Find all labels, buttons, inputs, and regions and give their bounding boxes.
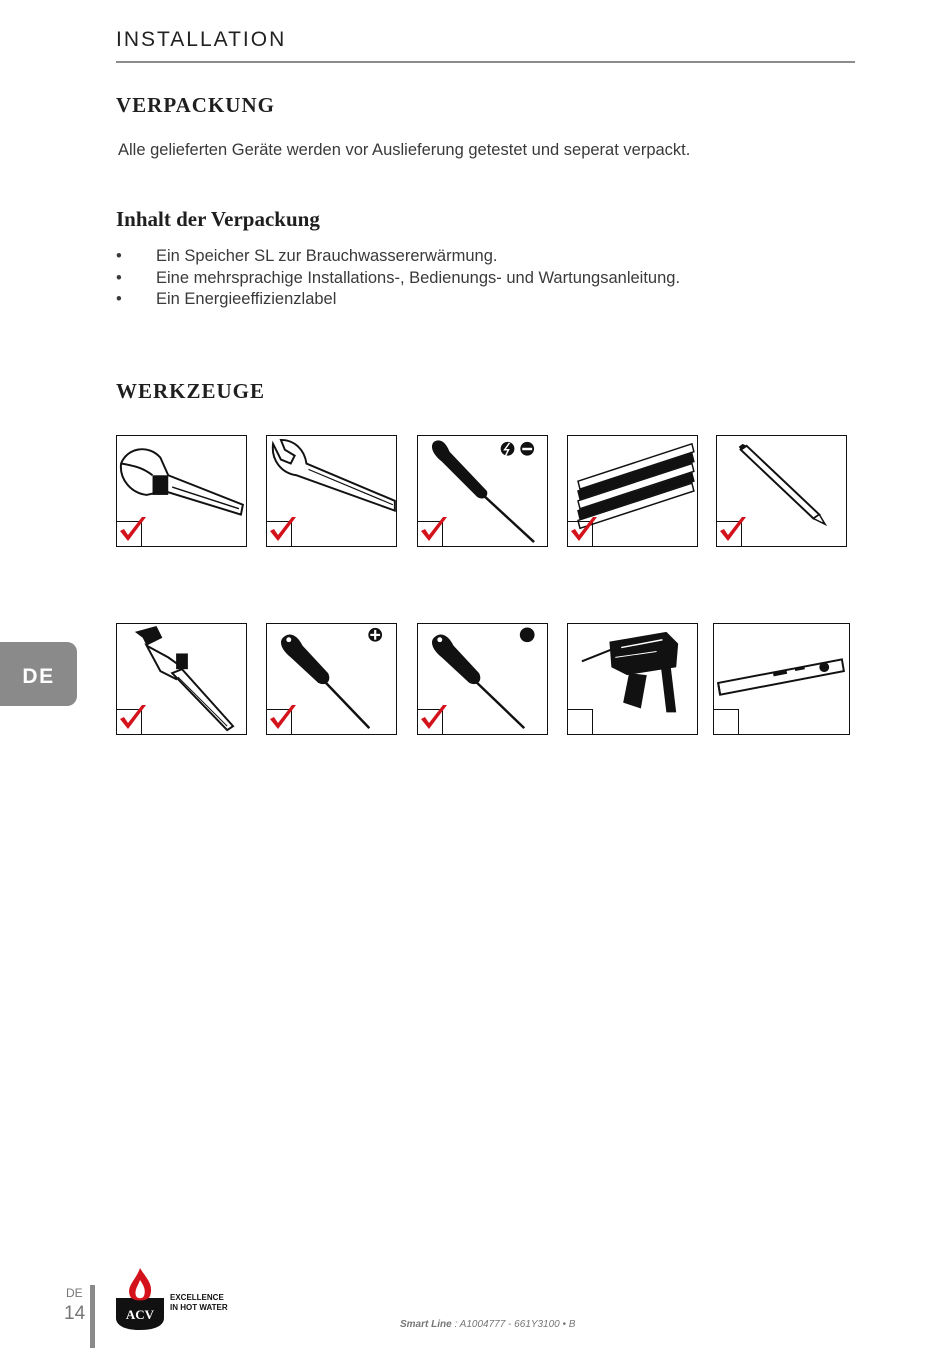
header-rule <box>116 61 855 63</box>
tool-card-spirit-level <box>713 623 850 735</box>
tool-checkbox <box>714 709 739 734</box>
checkmark-icon <box>419 703 449 733</box>
logo-tagline <box>170 1293 228 1313</box>
list-item-text: Ein Energieeffizienzlabel <box>156 290 337 308</box>
footer-language: DE <box>66 1286 83 1300</box>
tool-card-flat-screwdriver <box>417 623 548 735</box>
header-title: INSTALLATION <box>116 28 287 51</box>
checkmark-icon <box>118 515 148 545</box>
document-reference <box>400 1319 575 1330</box>
acv-logo-icon <box>116 1268 164 1330</box>
tool-card-phillips-screwdriver <box>266 623 397 735</box>
checkmark-icon <box>268 515 298 545</box>
list-item <box>116 289 680 311</box>
tool-card-adjustable-wrench <box>116 435 247 547</box>
list-item-text: Ein Speicher SL zur Brauchwassererwärmung. <box>156 247 498 265</box>
list-item <box>116 268 680 290</box>
checkmark-icon <box>718 515 748 545</box>
tagline-line-2: IN HOT WATER <box>170 1303 228 1312</box>
section-heading-werkzeuge: WERKZEUGE <box>116 379 266 403</box>
section-heading-verpackung: VERPACKUNG <box>116 93 275 117</box>
tool-card-pipe-wrench <box>116 623 247 735</box>
tool-card-electrician-flat-screwdriver <box>417 435 548 547</box>
package-contents-list <box>116 246 680 311</box>
list-item <box>116 246 680 268</box>
checkmark-icon <box>268 703 298 733</box>
bullet-icon: • <box>116 268 122 287</box>
page-number: 14 <box>64 1303 86 1324</box>
list-item-text: Eine mehrsprachige Installations-, Bedienungs- und Wartungsanleitung. <box>156 268 681 287</box>
logo-text: ACV <box>125 1307 155 1322</box>
reference-code: : A1004777 - 661Y3100 • B <box>451 1319 576 1330</box>
checkmark-icon <box>569 515 599 545</box>
subheading-inhalt: Inhalt der Verpackung <box>116 207 320 231</box>
bullet-icon: • <box>116 290 122 308</box>
language-tab[interactable]: DE <box>0 642 77 706</box>
footer-divider <box>90 1285 95 1348</box>
checkmark-icon <box>118 703 148 733</box>
tagline-line-1: EXCELLENCE <box>170 1293 224 1302</box>
checkmark-icon <box>419 515 449 545</box>
tool-card-pencil <box>716 435 847 547</box>
verpackung-text: Alle gelieferten Geräte werden vor Auslieferung getestet und seperat verpackt. <box>118 141 691 159</box>
product-name: Smart Line <box>400 1319 452 1330</box>
tool-card-power-drill <box>567 623 698 735</box>
bullet-icon: • <box>116 247 122 265</box>
tool-checkbox <box>568 709 593 734</box>
tool-card-folding-ruler <box>567 435 698 547</box>
tool-card-open-end-wrench <box>266 435 397 547</box>
